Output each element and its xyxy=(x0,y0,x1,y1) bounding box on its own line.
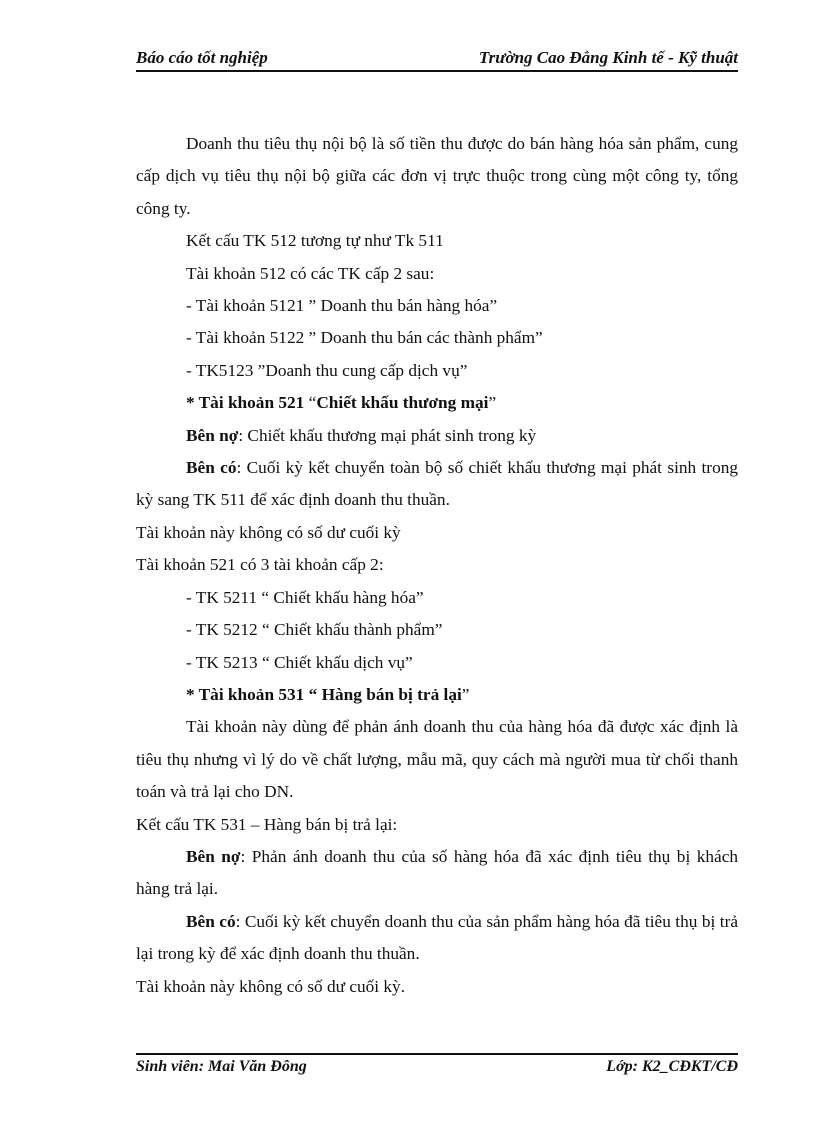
document-body xyxy=(136,128,738,1003)
open-quote: “ xyxy=(304,393,317,413)
paragraph-ben-co-521 xyxy=(136,452,738,517)
paragraph-tk512-cap2: Tài khoản 512 có các TK cấp 2 sau: xyxy=(186,263,435,283)
page-footer xyxy=(136,1058,738,1076)
ben-no-label: Bên nợ xyxy=(186,425,239,445)
heading-tk521-number: Tài khoản 521 xyxy=(198,393,305,413)
ben-co-label: Bên có xyxy=(186,458,237,478)
header-right: Trường Cao Đẳng Kinh tế - Kỹ thuật xyxy=(478,48,738,67)
heading-tk521-title: Chiết khấu thương mại xyxy=(316,393,489,413)
heading-tk531-title: * Tài khoản 531 “ Hàng bán bị trả lại xyxy=(186,684,462,704)
paragraph-doanh-thu-noi-bo: Doanh thu tiêu thụ nội bộ là số tiền thu được do bán hàng hóa sản phẩm, cung cấp dịch vụ tiêu thụ nội bộ giữa các đơn vị trực thuộc trong cùng một công ty, tổng công ty. xyxy=(136,134,738,218)
paragraph-ket-cau-531: Kết cấu TK 531 – Hàng bán bị trả lại: xyxy=(136,814,398,834)
list-item: - TK5123 ”Doanh thu cung cấp dịch vụ” xyxy=(186,360,468,380)
ben-no-text: : Chiết khấu thương mại phát sinh trong kỳ xyxy=(238,425,537,445)
heading-tk531 xyxy=(136,679,738,711)
ben-no-label: Bên nợ xyxy=(186,846,241,866)
list-item: - Tài khoản 5122 ” Doanh thu bán các thành phẩm” xyxy=(186,328,543,348)
list-item: - TK 5211 “ Chiết khấu hàng hóa” xyxy=(186,587,424,607)
list-item: - Tài khoản 5121 ” Doanh thu bán hàng hóa” xyxy=(186,296,498,316)
paragraph-ben-co-531 xyxy=(136,906,738,971)
ben-co-text: : Cuối kỳ kết chuyển doanh thu của sản phẩm hàng hóa đã tiêu thụ bị trả lại trong kỳ để xác định doanh thu thuần. xyxy=(136,911,738,964)
paragraph-tk531-so-du: Tài khoản này không có số dư cuối kỳ. xyxy=(136,976,406,996)
page-header xyxy=(136,48,738,68)
footer-rule xyxy=(136,1053,738,1055)
paragraph-ben-no-531 xyxy=(136,841,738,906)
header-left: Báo cáo tốt nghiệp xyxy=(136,48,268,67)
paragraph-tk521-so-du: Tài khoản này không có số dư cuối kỳ xyxy=(136,522,401,542)
paragraph-ket-cau-512: Kết cấu TK 512 tương tự như Tk 511 xyxy=(186,231,444,251)
close-quote: ” xyxy=(461,684,470,704)
paragraph-tk521-cap2: Tài khoản 521 có 3 tài khoản cấp 2: xyxy=(136,555,384,575)
paragraph-ben-no-521 xyxy=(136,420,738,452)
paragraph-tk531-description: Tài khoản này dùng để phản ánh doanh thu của hàng hóa đã được xác định là tiêu thụ nhưng vì lý do về chất lượng, mẫu mã, quy cách mà người mua từ chối thanh toán và trả lại cho DN. xyxy=(136,717,738,802)
footer-right: Lớp: K2_CĐKT/CĐ xyxy=(606,1058,738,1075)
close-quote: ” xyxy=(488,393,497,413)
list-item: - TK 5213 “ Chiết khấu dịch vụ” xyxy=(186,652,413,672)
footer-left: Sinh viên: Mai Văn Đông xyxy=(136,1058,307,1075)
ben-co-text: : Cuối kỳ kết chuyển toàn bộ số chiết khấu thương mại phát sinh trong kỳ sang TK 511 để xác định doanh thu thuần. xyxy=(136,458,738,510)
header-rule xyxy=(136,70,738,72)
heading-prefix: * xyxy=(186,393,199,413)
list-item: - TK 5212 “ Chiết khấu thành phẩm” xyxy=(186,620,443,640)
ben-no-text: : Phản ánh doanh thu của số hàng hóa đã xác định tiêu thụ bị khách hàng trả lại. xyxy=(136,846,739,899)
heading-tk521 xyxy=(136,387,738,419)
ben-co-label: Bên có xyxy=(186,911,236,931)
